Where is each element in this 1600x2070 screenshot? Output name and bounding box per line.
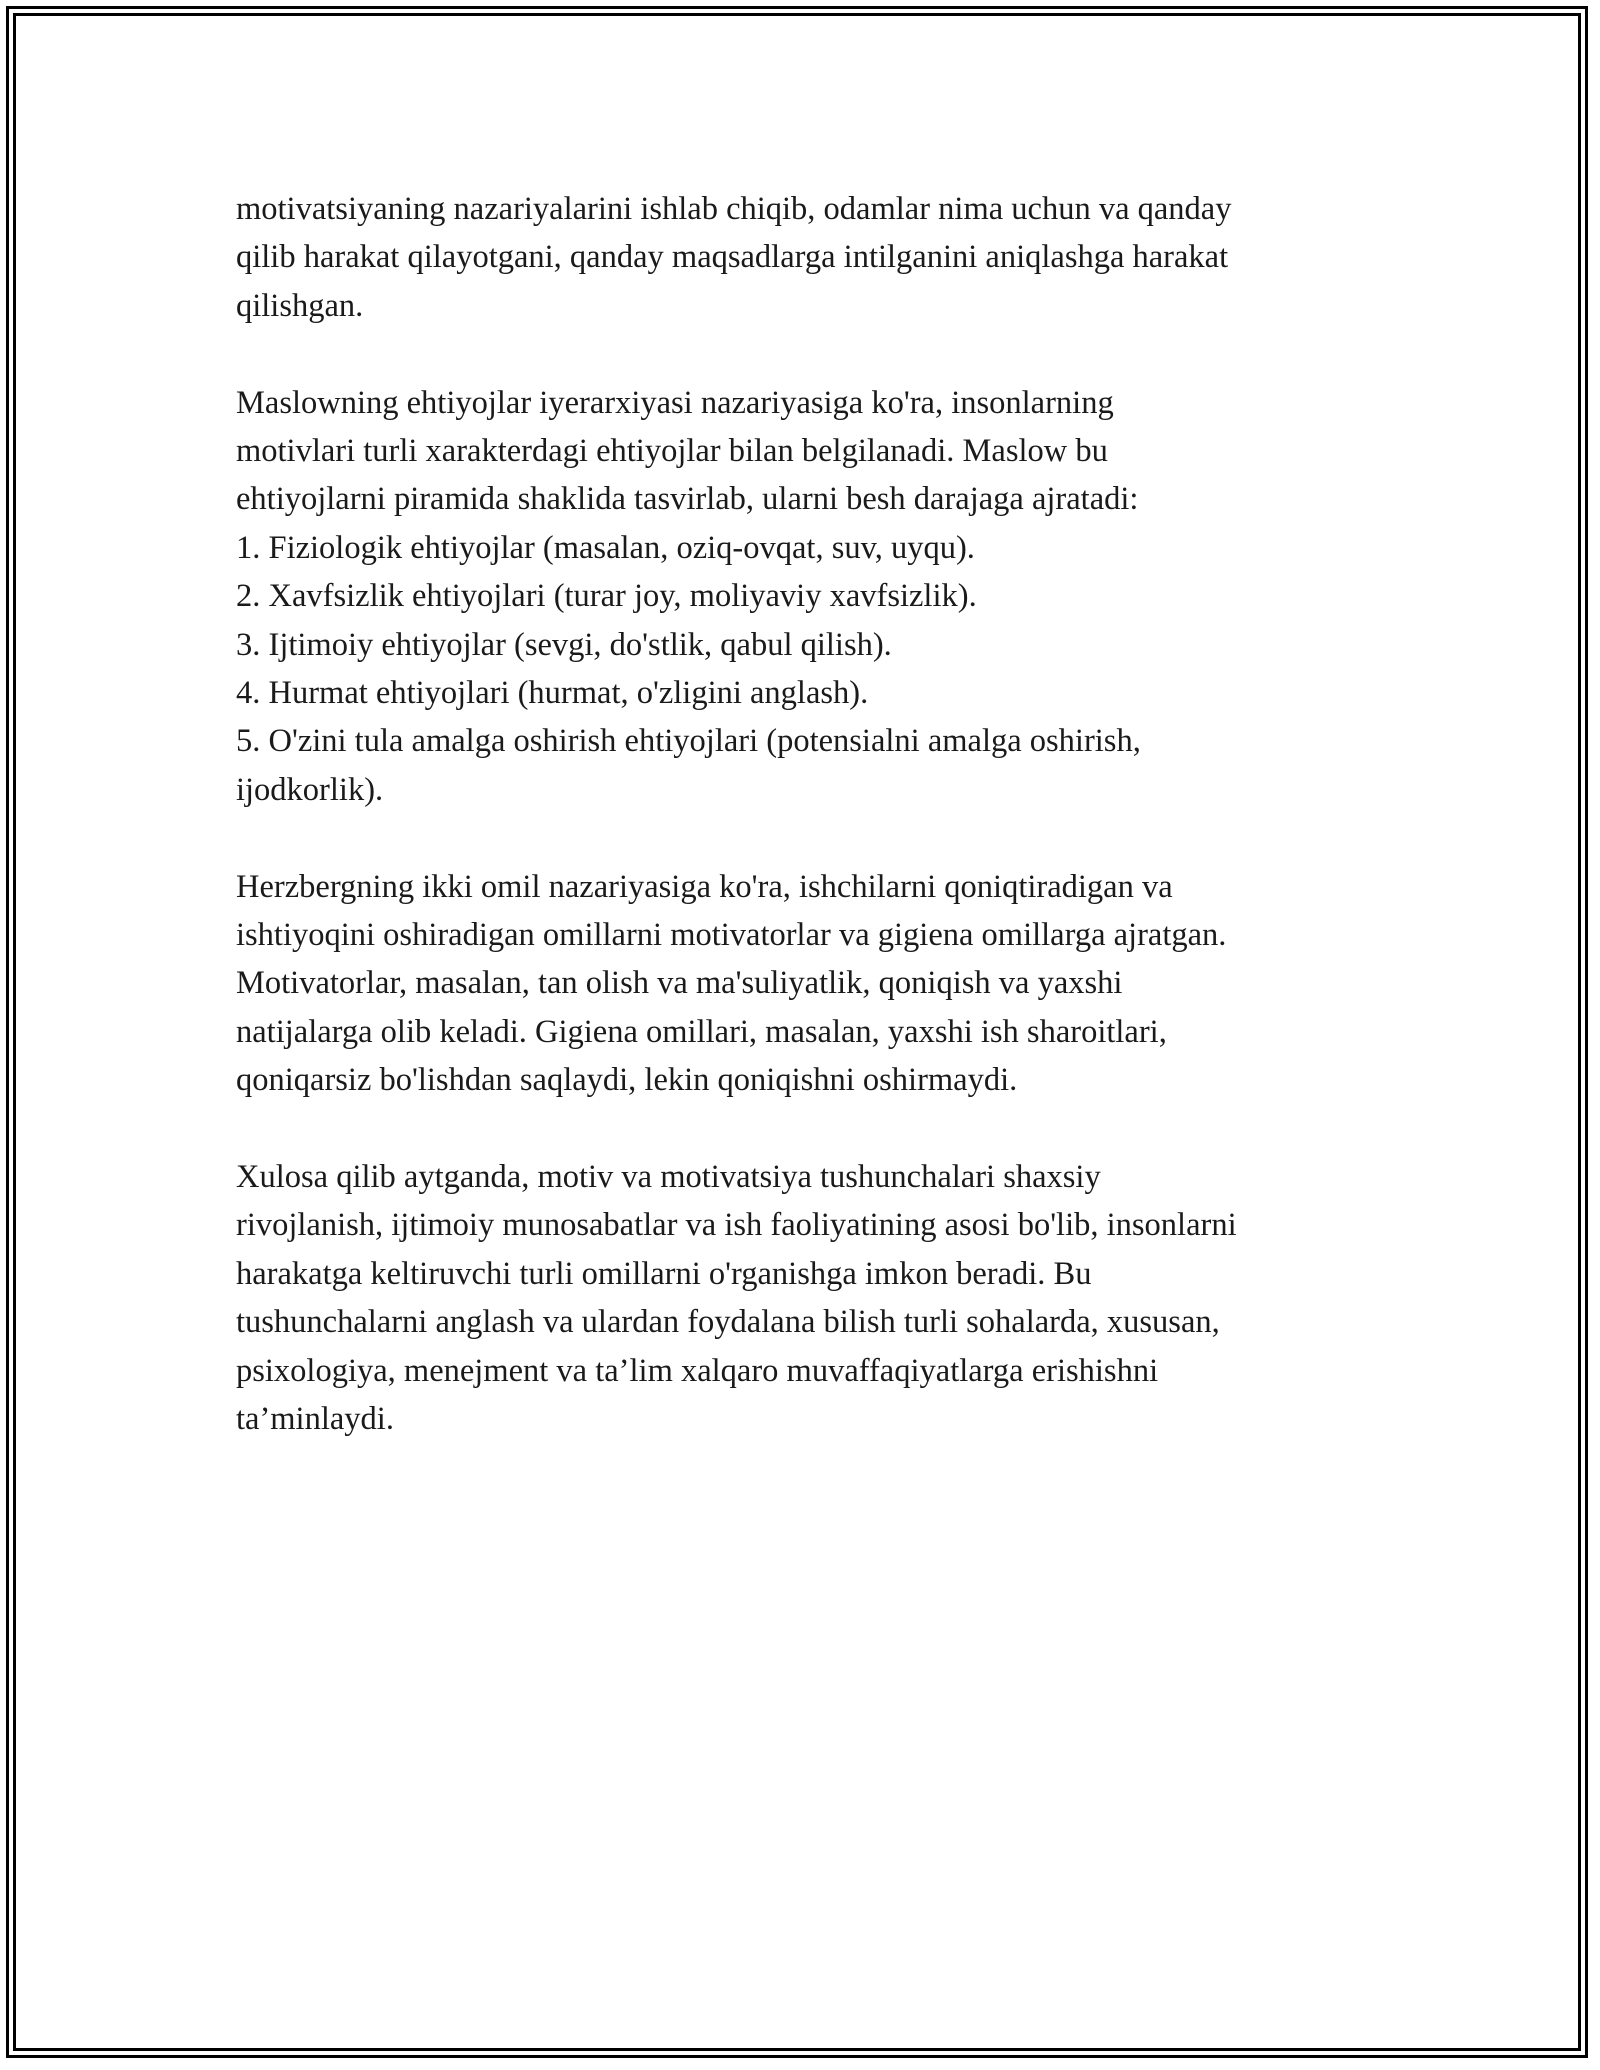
text-line: motivlari turli xarakterdagi ehtiyojlar bilan belgilanadi. Maslow bu: [236, 433, 1108, 470]
document-body: [236, 185, 1376, 1492]
paragraph-motivation-theories: [236, 185, 1376, 330]
text-line: ishtiyoqini oshiradigan omillarni motivatorlar va gigiena omillarga ajratgan.: [236, 917, 1227, 954]
text-line: natijalarga olib keladi. Gigiena omillari, masalan, yaxshi ish sharoitlari,: [236, 1013, 1167, 1050]
text-line: qoniqarsiz bo'lishdan saqlaydi, lekin qoniqishni oshirmaydi.: [236, 1062, 1018, 1099]
text-line: motivatsiyaning nazariyalarini ishlab chiqib, odamlar nima uchun va qanday: [236, 191, 1232, 227]
text-line: rivojlanish, ijtimoiy munosabatlar va ish faoliyatining asosi bo'lib, insonlarni: [236, 1207, 1237, 1244]
text-line: tushunchalarni anglash va ulardan foydalana bilish turli sohalarda, xususan,: [236, 1304, 1220, 1341]
text-line: ta’minlaydi.: [236, 1401, 394, 1438]
text-line: ijodkorlik).: [236, 771, 384, 808]
list-item: 2. Xavfsizlik ehtiyojlari (turar joy, moliyaviy xavfsizlik).: [236, 578, 977, 615]
text-line: harakatga keltiruvchi turli omillarni o'rganishga imkon beradi. Bu: [236, 1255, 1092, 1292]
list-item: 1. Fiziologik ehtiyojlar (masalan, oziq-ovqat, suv, uyqu).: [236, 529, 975, 566]
text-line: Motivatorlar, masalan, tan olish va ma'suliyatlik, qoniqish va yaxshi: [236, 965, 1123, 1002]
list-item: 4. Hurmat ehtiyojlari (hurmat, o'zligini anglash).: [236, 675, 869, 712]
text-line: psixologiya, menejment va ta’lim xalqaro muvaffaqiyatlarga erishishni: [236, 1352, 1159, 1389]
paragraph-herzberg: [236, 863, 1376, 1105]
text-line: qilishgan.: [236, 287, 364, 324]
text-line: qilib harakat qilayotgani, qanday maqsadlarga intilganini aniqlashga harakat: [236, 239, 1229, 276]
list-item: 5. O'zini tula amalga oshirish ehtiyojlari (potensialni amalga oshirish,: [236, 723, 1141, 760]
paragraph-conclusion: [236, 1153, 1376, 1443]
text-line: ehtiyojlarni piramida shaklida tasvirlab, ularni besh darajaga ajratadi:: [236, 481, 1139, 518]
text-line: Herzbergning ikki omil nazariyasiga ko'ra, ishchilarni qoniqtiradigan va: [236, 868, 1173, 905]
text-line: Maslowning ehtiyojlar iyerarxiyasi nazariyasiga ko'ra, insonlarning: [236, 384, 1114, 421]
list-item: 3. Ijtimoiy ehtiyojlar (sevgi, do'stlik, qabul qilish).: [236, 626, 892, 663]
paragraph-maslow: [236, 379, 1376, 815]
text-line: Xulosa qilib aytganda, motiv va motivatsiya tushunchalari shaxsiy: [236, 1159, 1101, 1196]
